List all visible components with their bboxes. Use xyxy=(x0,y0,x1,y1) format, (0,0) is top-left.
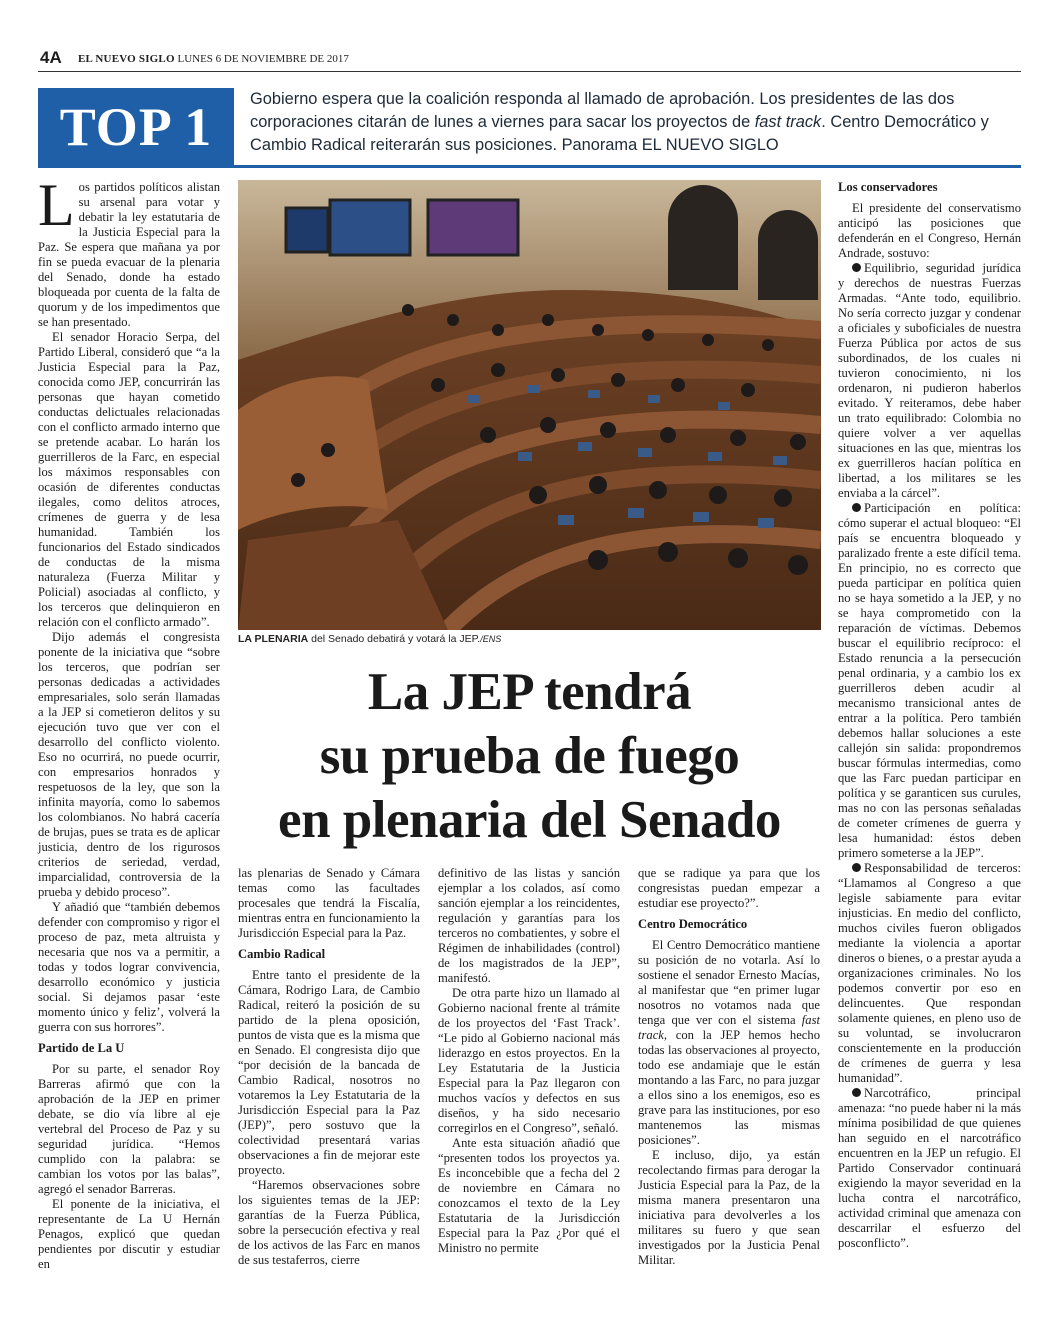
caption-text: del Senado debatirá y votará la JEP. xyxy=(308,633,481,645)
col4-paragraph-3: E incluso, dijo, ya están recolectando firmas para derogar la Justicia Especial para la Paz, de la misma manera presentaron una iniciativa para devolverles a los militares su fuero y que sean investigados por la Justicia Penal Militar. xyxy=(638,1148,820,1267)
col4-paragraph-2b: , con la JEP hemos hecho todas las observaciones al proyecto, todo ese andamiaje que le están montando a las Farc, no para juzgar a ellos sino a los enemigos, eso es grave para las instituciones, por eso mantenemos las mismas posiciones”. xyxy=(638,1028,820,1147)
col5-bullet-3-text: Responsabilidad de terceros: “Llamamos al Congreso a que legisle sabiamente para evitar injusticias. En medio del conflicto, muchos civiles fueron obligados mediante la violencia a aportar dineros o bienes, o a prestar ayuda a organizaciones criminales. No los podemos convertir por eso en delincuentes. Que respondan solamente quienes, en pleno uso de su voluntad, se involucraron conscientemente en la producción de crímenes de guerra y lesa humanidad”. xyxy=(838,861,1021,1085)
lead-text-2: . Centro Democrático y Cambio Radical reiterarán sus posiciones. Panorama EL NUEVO SIGLO xyxy=(250,113,989,154)
headline-line-1: La JEP tendrá xyxy=(367,663,692,721)
col5-bullet-2-text: Participación en política: cómo superar el actual bloqueo: “El país se encuentra bloqueado y paralizado frente a este difícil tema. En principio, no es correcto que pueda participar en política quien no se haya sometido a la JEP, y no se haya comprometido con la reparación de víctimas. Debemos buscar el equilibrio recíproco: el Estado renuncia a la persecución penal ordinaria, y a cambio los ex guerrilleros deben acudir al mecanismo transicional antes de entrar a la política. Pero también debemos hallar soluciones a este callejón sin salida: propondremos buscar fórmulas intermedias, como que las Farc puedan participar en política y se garanticen sus curules, mas no con las personas señaladas de cometer crímenes de guerra y lesa humanidad: éstos deben primero someterse a la JEP”. xyxy=(838,501,1021,860)
col5-bullet-1 xyxy=(838,261,1021,501)
bullet-icon xyxy=(852,863,861,872)
col3-paragraph-2: De otra parte hizo un llamado al Gobierno nacional frente al trámite de los proyectos del ‘Fast Track’. “Le pido al Gobierno nacional más liderazgo en estos proyectos. En la Ley Estatutaria de la Justicia Especial para la Paz llegaron con muchos vacíos y defectos en sus diseños, y ha sido necesario corregirlos en el Congreso”, señaló. xyxy=(438,986,620,1135)
col5-bullet-2 xyxy=(838,501,1021,861)
col3-paragraph-3: Ante esta situación añadió que “presenten todos los proyectos ya. Es inconcebible que a fecha del 2 de noviembre en Cámara no conozcamos el texto de la Ley Estatutaria de la Jurisdicción Especial para la Paz ¿Por qué el Ministro no permite xyxy=(438,1136,620,1255)
col5-bullet-4 xyxy=(838,1086,1021,1251)
col5-bullet-1-text: Equilibrio, seguridad jurídica y derechos de nuestras Fuerzas Armadas. “Ante todo, equilibrio. No sería correcto juzgar y condenar a oficiales y suboficiales de nuestra Fuerza Pública por actos de sus subordinados, de los cuales ni tuvieron conocimiento, ni los ordenaron, ni pudieron haberlos evitado. Y reiteramos, debe haber un trato equilibrado: Colombia no quiere volver a ver aquellas situaciones en las que, mientras los ex guerrilleros hacían política en libertad, a los militares se les enviaba a la cárcel”. xyxy=(838,261,1021,500)
col2-paragraph-3: “Haremos observaciones sobre los siguientes temas de la JEP: garantías de la Fuerza Pública, sobre la persecución efectiva y real de los activos de las Farc en manos de sus testaferros, cierre xyxy=(238,1178,420,1267)
col5-bullet-4-text: Narcotráfico, principal amenaza: “no puede haber ni la más mínima posibilidad de que quienes han seguido en el narcotráfico encuentren en la JEP un refugio. El Partido Conservador continuará exigiendo la mayor severidad en la lucha contra el narcotráfico, actividad criminal que amenaza con descarrilar el esfuerzo del posconflicto”. xyxy=(838,1086,1021,1250)
column-2 xyxy=(238,866,420,1268)
subhead-conservadores: Los conservadores xyxy=(838,180,938,194)
photo-caption xyxy=(238,633,821,645)
photo-illustration xyxy=(238,180,821,630)
col1-paragraph-4: Y añadió que “también debemos defender con compromiso y rigor el proceso de paz, meta altruista y necesaria que nos va a permitir, a todas y todos lograr convivencia, desarrollo económico y justicia social. Si dejamos pasar ‘este momento único y feliz’, volverá la guerra con sus horrores”. xyxy=(38,900,220,1034)
bullet-icon xyxy=(852,503,861,512)
headline-line-3: en plenaria del Senado xyxy=(278,791,781,849)
col1-paragraph-1: os partidos políticos alistan su arsenal para votar y debatir la ley estatutaria de la Justicia Especial para la Paz. Se espera que mañana ya por fin se pueda evacuar de la plenaria del Senado, donde ha estado bloqueada por cuenta de la falta de quorum y de los impedimentos que se han presentado. xyxy=(38,180,220,329)
col4-italic: fast track xyxy=(638,1013,820,1042)
subhead-centro-democratico: Centro Democrático xyxy=(638,917,748,931)
col1-paragraph-2: El senador Horacio Serpa, del Partido Liberal, consideró que “a la Justicia Especial para la Paz, conocida como JEP, concurrirán las personas que hayan cometido conductas delictuales relacionadas con el conflicto armado interno que se pretende acabar. Lo harán los guerrilleros de la Farc, en especial los máximos responsables con ocasión de diferentes conductas ilegales, como delitos atroces, crímenes de guerra y de lesa humanidad. También los funcionarios del Estado sindicados de conductas de la misma naturaleza (Fuerza Militar y Policial) asociadas al conflicto, y los terceros que delinquieron en relación con el conflicto armado”. xyxy=(38,330,220,629)
caption-lead: LA PLENARIA xyxy=(238,633,309,645)
col1-paragraph-5: Por su parte, el senador Roy Barreras afirmó que con la aprobación de la JEP en primer debate, se dio vía libre al eje vertebral del Proceso de Paz y su seguridad jurídica. “Hemos cumplido con la palabra: se cambian los votos por las balas”, agregó el senador Barreras. xyxy=(38,1062,220,1196)
drop-cap: L xyxy=(38,172,75,238)
col5-paragraph-1: El presidente del conservatismo anticipó las posiciones que defenderán en el Congreso, Hernán Andrade, sostuvo: xyxy=(838,201,1021,260)
lead-summary xyxy=(250,88,1020,157)
section-label-box xyxy=(38,88,234,166)
col2-paragraph-1: las plenarias de Senado y Cámara temas como las facultades procesales que tendrá la Fiscalía, mientras entra en funcionamiento la Jurisdicción Especial para la Paz. xyxy=(238,866,420,940)
page-number: 4A xyxy=(40,48,62,67)
col2-paragraph-2: Entre tanto el presidente de la Cámara, Rodrigo Lara, de Cambio Radical, reiteró la posición de su partido de la plena oposición, puntos de vista que es la misma que en Senado. El congresista dijo que “por decisión de la bancada de Cambio Radical, nosotros no votaremos la Ley Estatutaria de la Jurisdicción Especial para la Paz (JEP)”, pero sostuvo que la colectividad presentará varias observaciones a fin de mejorar este proyecto. xyxy=(238,968,420,1177)
bullet-icon xyxy=(852,263,861,272)
newspaper-name: EL NUEVO SIGLO xyxy=(78,53,175,65)
lead-italic: fast track xyxy=(754,113,822,131)
issue-date: LUNES 6 DE NOVIEMBRE DE 2017 xyxy=(177,53,349,65)
subhead-cambio-radical: Cambio Radical xyxy=(238,947,326,961)
masthead xyxy=(78,53,349,65)
col5-bullet-3 xyxy=(838,861,1021,1086)
column-4 xyxy=(638,866,820,1268)
photo-credit: /ENS xyxy=(480,634,502,644)
lead-text-1: Gobierno espera que la coalición responda al llamado de aprobación. Los presidentes de las dos corporaciones citarán de lunes a viernes para sacar los proyectos de xyxy=(250,90,955,131)
headline-line-2: su prueba de fuego xyxy=(319,727,740,785)
headline xyxy=(238,660,821,852)
col1-paragraph-6: El ponente de la iniciativa, el representante de La U Hernán Penagos, explicó que quedan pendientes por discutir y estudiar en xyxy=(38,1197,220,1271)
col4-paragraph-2a: El Centro Democrático mantiene su posición de no votarla. Así lo sostiene el senador Ernesto Macías, al manifestar que “en primer lugar nosotros no votamos nada que tenga que ver con el sistema xyxy=(638,938,820,1027)
subhead-partido-u: Partido de La U xyxy=(38,1041,125,1055)
col1-paragraph-3: Dijo además el congresista ponente de la iniciativa que “sobre los terceros, que podrían ser personas dedicadas a actividades empresariales, solo serán llamadas a la JEP si cometieron delitos y su ejecución tuvo que ver con el desarrollo del conflicto violento. Eso no ocurrirá, no puede ocurrir, con empresarios honrados y respetuosos de la ley, que son la infinita mayoría, como lo sabemos los colombianos. No habrá cacería de brujas, pues se trata es de aplicar justicia, dentro de los rigurosos criterios de seriedad, verdad, imparcialidad, controversia de la prueba y debido proceso”. xyxy=(38,630,220,899)
column-5 xyxy=(838,180,1021,1251)
bullet-icon xyxy=(852,1088,861,1097)
column-1 xyxy=(38,172,220,1272)
col4-paragraph-2 xyxy=(638,938,820,1148)
column-3 xyxy=(438,866,620,1256)
header-rule xyxy=(38,71,1021,72)
banner-rule xyxy=(38,165,1021,168)
senate-plenary-photo xyxy=(238,180,821,630)
section-label: TOP 1 xyxy=(59,97,213,157)
col3-paragraph-1: definitivo de las listas y sanción ejemplar a los colados, así como sanción ejemplar a los reincidentes, regulación y garantías para los terceros no combatientes, y sobre el Régimen de inhabilidades (control) de los magistrados de la JEP”, manifestó. xyxy=(438,866,620,985)
col4-paragraph-1: que se radique ya para que los congresistas puedan empezar a estudiar ese proyecto?”. xyxy=(638,866,820,910)
